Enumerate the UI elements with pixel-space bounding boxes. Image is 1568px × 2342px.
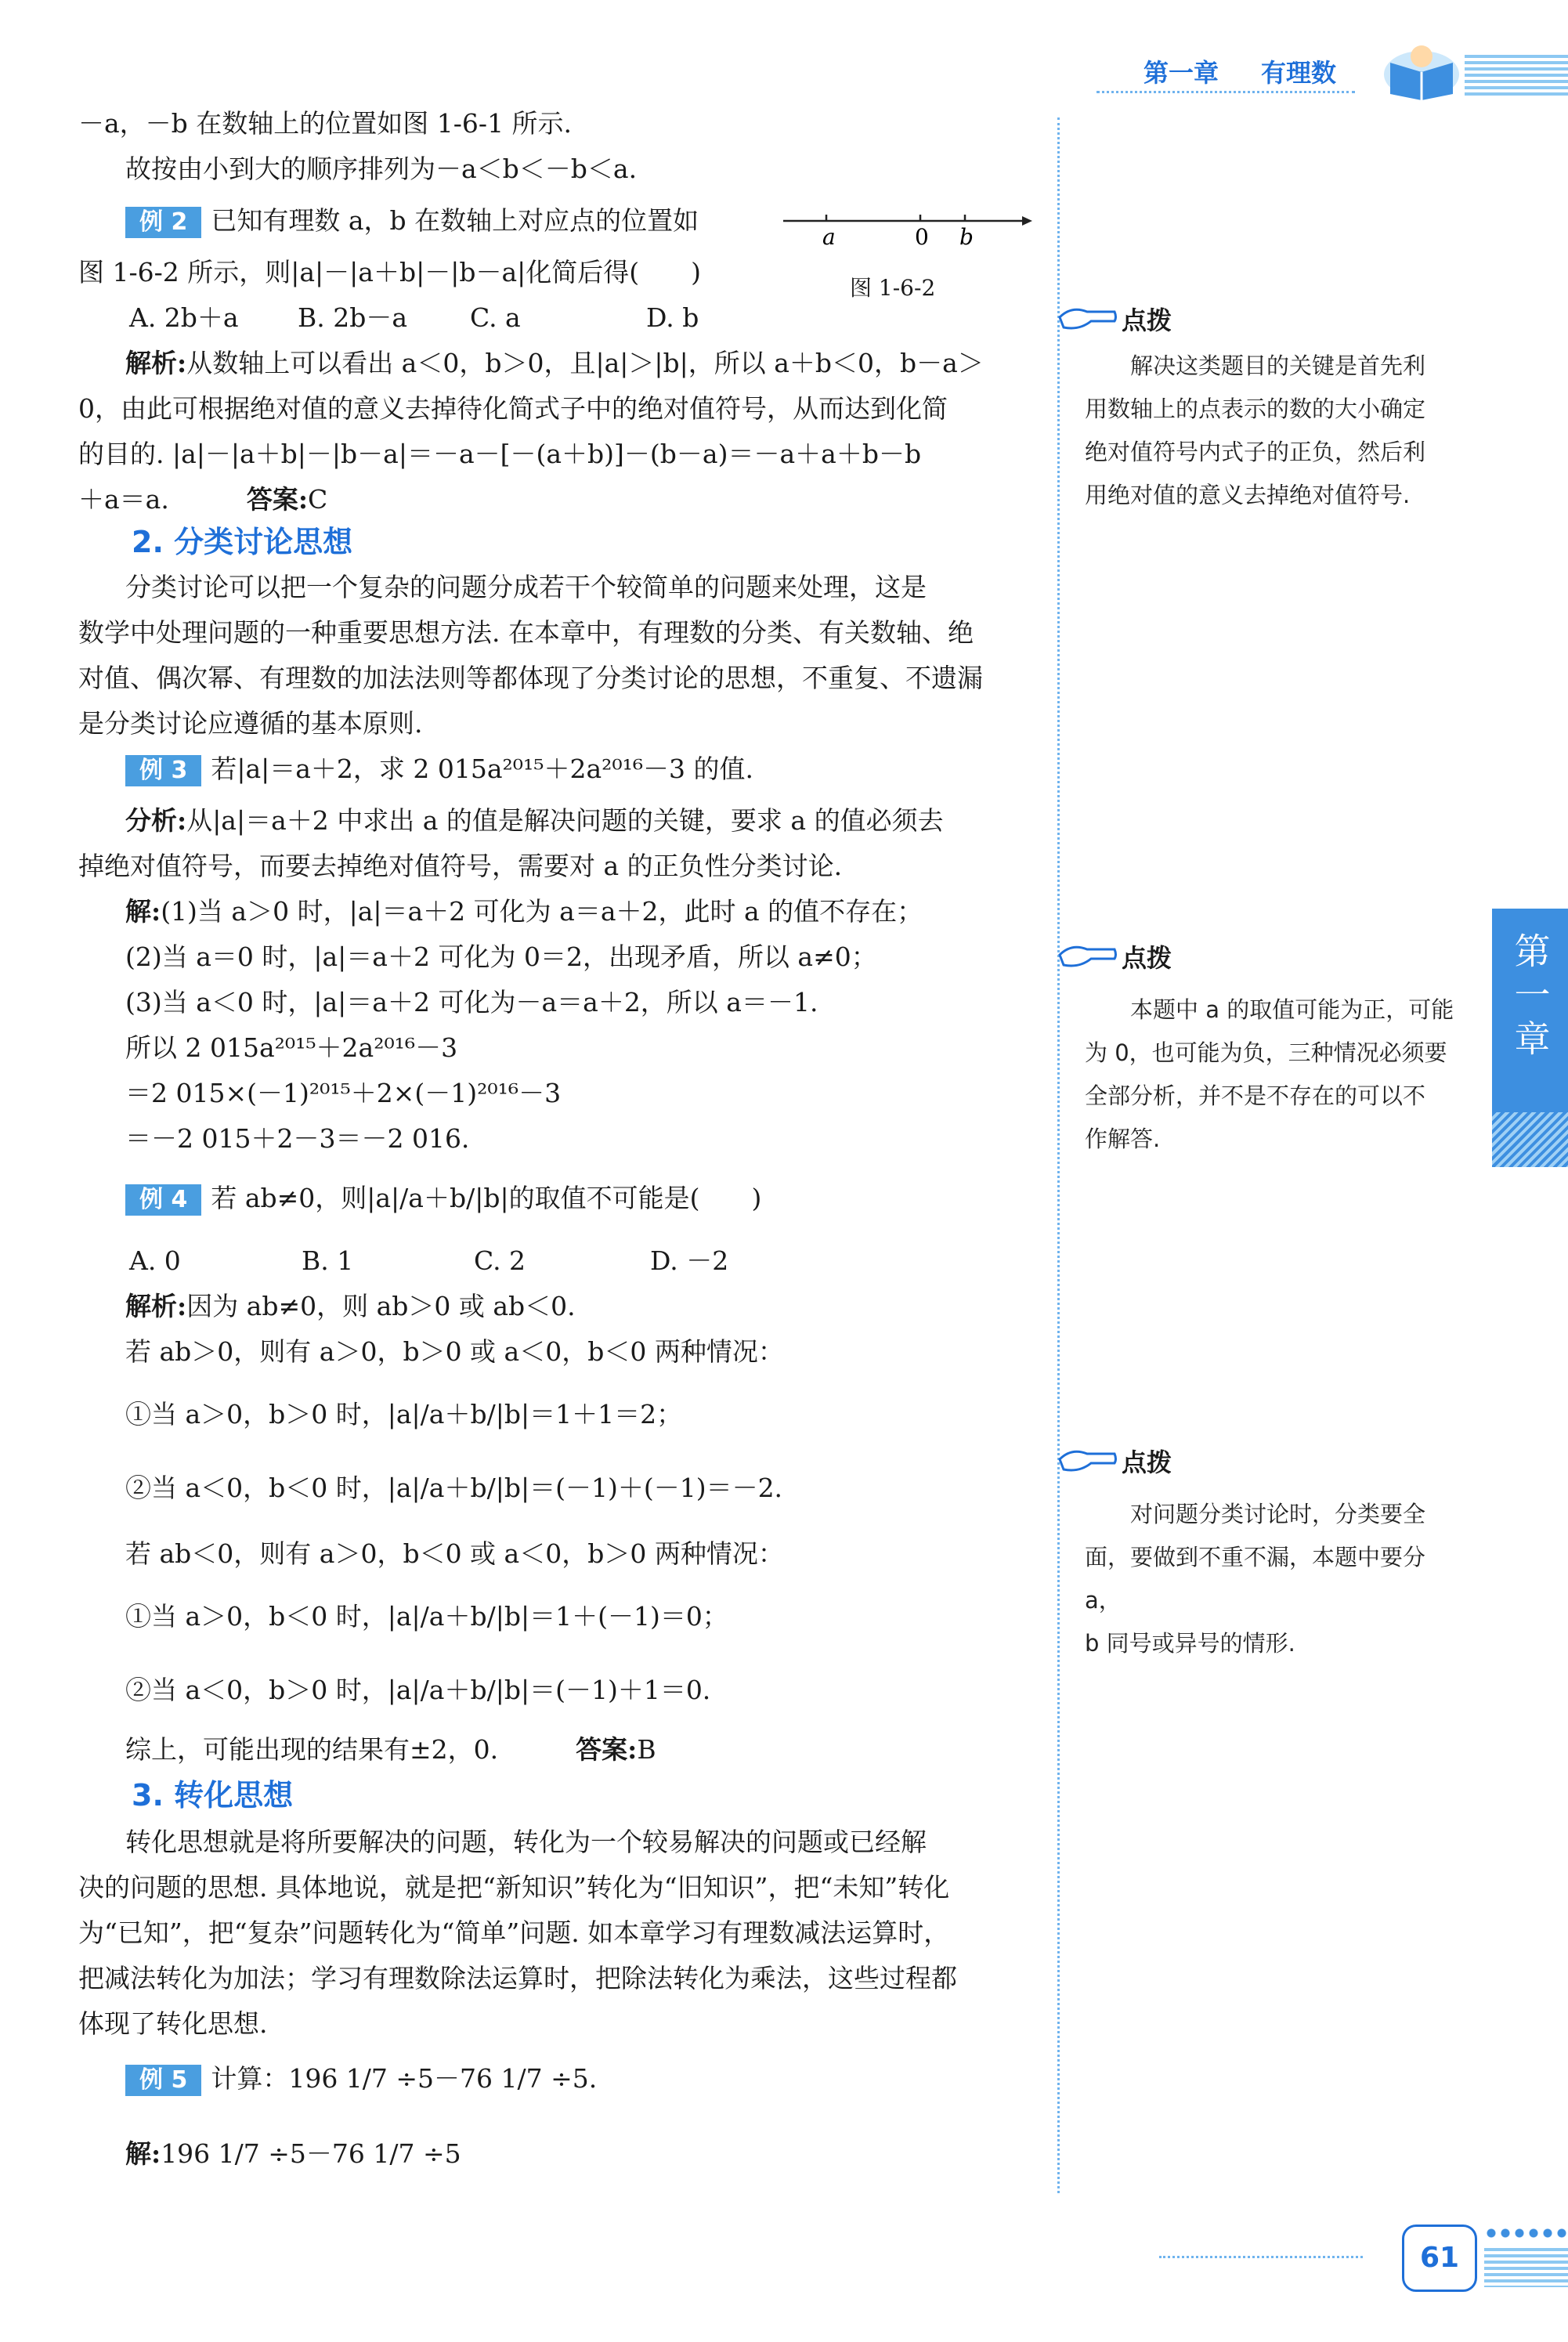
- text-line: ＝2 015×(－1)²⁰¹⁵＋2×(－1)²⁰¹⁶－3: [125, 1078, 562, 1108]
- answer-value: C: [308, 484, 328, 515]
- text-line: (2)当 a＝0 时，|a|＝a＋2 可化为 0＝2，出现矛盾，所以 a≠0；: [125, 941, 877, 972]
- text-line: 把减法转化为加法；学习有理数除法运算时，把除法转化为乘法，这些过程都: [78, 1963, 957, 1993]
- answer-line: [125, 1734, 656, 1766]
- analysis-label: 解析:: [125, 348, 187, 378]
- fig-label-0: 0: [915, 224, 929, 250]
- pointing-hand-icon: [1056, 935, 1118, 974]
- text-line: 转化思想就是将所要解决的问题，转化为一个较易解决的问题或已经解: [125, 1827, 927, 1857]
- text-line: 是分类讨论应遵循的基本原则.: [78, 708, 423, 739]
- text-line: 计算：196 1/7 ÷5－76 1/7 ÷5.: [211, 2063, 598, 2094]
- text-line: 已知有理数 a，b 在数轴上对应点的位置如: [211, 205, 699, 236]
- example-badge: 例 5: [125, 2065, 201, 2096]
- chapter-tab-label: 第一章: [1508, 932, 1552, 1064]
- text-line: 图 1-6-2 所示，则|a|－|a＋b|－|b－a|化简后得( ): [78, 257, 701, 287]
- example-badge: 例 2: [125, 207, 201, 238]
- analysis-line: [125, 1291, 576, 1322]
- example-3-question: [125, 754, 753, 786]
- fig-label-a: a: [822, 224, 836, 250]
- example-badge: 例 4: [125, 1184, 201, 1216]
- text-line: －a，－b 在数轴上的位置如图 1-6-1 所示.: [78, 108, 573, 139]
- hint-3-text: [1085, 1493, 1469, 1665]
- hint-title: 点拨: [1122, 943, 1172, 973]
- text-line: 196 1/7 ÷5－76 1/7 ÷5: [161, 2138, 461, 2169]
- text-line: 因为 ab≠0，则 ab＞0 或 ab＜0.: [186, 1291, 576, 1321]
- hint-line: 对问题分类讨论时，分类要全: [1130, 1501, 1426, 1527]
- text-line: (1)当 a＞0 时，|a|＝a＋2 可化为 a＝a＋2，此时 a 的值不存在；: [161, 896, 923, 927]
- text-line: 故按由小到大的顺序排列为－a＜b＜－b＜a.: [125, 154, 638, 184]
- text-line: 体现了转化思想.: [78, 2008, 268, 2039]
- text-line: ＝－2 015＋2－3＝－2 016.: [125, 1123, 470, 1154]
- hint-line: 绝对值符号内式子的正负，然后利: [1085, 439, 1426, 465]
- answer-label: 答案:: [246, 484, 309, 515]
- hint-line: 面，要做到不重不漏，本题中要分 a，: [1085, 1544, 1426, 1614]
- header-chapter: 第一章: [1143, 58, 1219, 88]
- option-c: C. a: [470, 302, 521, 333]
- figure-caption: 图 1-6-2: [850, 275, 936, 301]
- hint-title: 点拨: [1122, 305, 1172, 335]
- footer-stripes: [1484, 2248, 1568, 2287]
- solution-line: [125, 896, 923, 927]
- text-line: 掉绝对值符号，而要去掉绝对值符号，需要对 a 的正负性分类讨论.: [78, 851, 843, 881]
- hint-line: 全部分析，并不是不存在的可以不: [1085, 1082, 1426, 1109]
- section-2-title: 2. 分类讨论思想: [132, 525, 353, 559]
- hint-line: 作解答.: [1085, 1126, 1161, 1152]
- fig-label-b: b: [959, 224, 974, 250]
- text-line: ①当 a＞0，b＞0 时，|a|/a＋b/|b|＝1＋1＝2；: [125, 1399, 683, 1429]
- analysis-label: 分析:: [125, 805, 187, 836]
- hint-line: b 同号或异号的情形.: [1085, 1630, 1295, 1657]
- number-line-figure: [783, 205, 1034, 252]
- page-number: 61: [1419, 2242, 1460, 2274]
- solution-line: [125, 2138, 461, 2170]
- footer-dotted-line: [1159, 2256, 1363, 2258]
- text-line: 分类讨论可以把一个复杂的问题分成若干个较简单的问题来处理，这是: [125, 572, 927, 602]
- hint-line: 用数轴上的点表示的数的大小确定: [1085, 396, 1426, 422]
- solution-label: 解:: [125, 896, 161, 927]
- hint-line: 解决这类题目的关键是首先利: [1130, 352, 1426, 379]
- text-line: (3)当 a＜0 时，|a|＝a＋2 可化为－a＝a＋2，所以 a＝－1.: [125, 987, 818, 1017]
- option-d: D. －2: [650, 1245, 729, 1276]
- text-line: 从|a|＝a＋2 中求出 a 的值是解决问题的关键，要求 a 的值必须去: [186, 805, 944, 836]
- text-line: 若 ab≠0，则|a|/a＋b/|b|的取值不可能是( ): [211, 1183, 762, 1213]
- option-d: D. b: [646, 302, 699, 333]
- text-line: ②当 a＜0，b＞0 时，|a|/a＋b/|b|＝(－1)＋1＝0.: [125, 1675, 711, 1705]
- option-b: B. 1: [302, 1245, 354, 1276]
- text-line: 所以 2 015a²⁰¹⁵＋2a²⁰¹⁶－3: [125, 1032, 458, 1063]
- example-2-question: [125, 205, 699, 238]
- text-line: ②当 a＜0，b＜0 时，|a|/a＋b/|b|＝(－1)＋(－1)＝－2.: [125, 1473, 783, 1503]
- example-4-question: [125, 1183, 761, 1216]
- pointing-hand-icon: [1056, 1440, 1118, 1479]
- solution-label: 解:: [125, 2138, 161, 2169]
- text-line: 若 ab＜0，则有 a＞0，b＜0 或 a＜0，b＞0 两种情况：: [125, 1538, 784, 1569]
- example-5-question: [125, 2063, 597, 2096]
- text-line: 的目的. |a|－|a＋b|－|b－a|＝－a－[－(a＋b)]－(b－a)＝－a＋a＋b－b: [78, 439, 922, 469]
- option-a: A. 0: [129, 1245, 181, 1276]
- hint-2-text: [1085, 988, 1469, 1161]
- text-line: 若|a|＝a＋2，求 2 015a²⁰¹⁵＋2a²⁰¹⁶－3 的值.: [211, 754, 754, 784]
- header-stripes: [1465, 55, 1568, 98]
- hint-line: 为 0，也可能为负，三种情况必须要: [1085, 1039, 1447, 1066]
- hint-title: 点拨: [1122, 1447, 1172, 1477]
- page-header: [1097, 39, 1568, 102]
- option-b: B. 2b－a: [298, 302, 408, 333]
- answer-line: [78, 484, 327, 515]
- answer-label: 答案:: [576, 1734, 638, 1765]
- analysis-label: 解析:: [125, 1291, 187, 1321]
- analysis-line: [125, 348, 984, 379]
- column-divider: [1057, 117, 1060, 2193]
- book-mascot-icon: [1378, 39, 1465, 102]
- text-line: 综上，可能出现的结果有±2，0.: [125, 1734, 499, 1765]
- section-3-title: 3. 转化思想: [132, 1778, 294, 1813]
- option-c: C. 2: [474, 1245, 526, 1276]
- hint-1-text: [1085, 345, 1469, 517]
- analysis-line: [125, 805, 944, 837]
- text-line: ＋a＝a.: [78, 484, 169, 515]
- text-line: 从数轴上可以看出 a＜0，b＞0，且|a|＞|b|，所以 a＋b＜0，b－a＞: [186, 348, 984, 378]
- option-a: A. 2b＋a: [129, 302, 239, 333]
- text-line: 为“已知”，把“复杂”问题转化为“简单”问题. 如本章学习有理数减法运算时，: [78, 1917, 950, 1948]
- example-badge: 例 3: [125, 755, 201, 786]
- header-dotted-line: [1097, 91, 1355, 93]
- text-line: 决的问题的思想. 具体地说，就是把“新知识”转化为“旧知识”，把“未知”转化: [78, 1872, 950, 1903]
- footer-dots: [1484, 2228, 1568, 2238]
- text-line: 0，由此可根据绝对值的意义去掉待化简式子中的绝对值符号，从而达到化简: [78, 393, 948, 424]
- chapter-tab-stripes: [1492, 1112, 1568, 1167]
- text-line: 若 ab＞0，则有 a＞0，b＞0 或 a＜0，b＜0 两种情况：: [125, 1336, 784, 1367]
- header-title: 有理数: [1261, 58, 1337, 88]
- text-line: 数学中处理问题的一种重要思想方法. 在本章中，有理数的分类、有关数轴、绝: [78, 617, 974, 648]
- page-number-box: [1402, 2225, 1477, 2292]
- answer-value: B: [637, 1734, 656, 1765]
- text-line: ①当 a＞0，b＜0 时，|a|/a＋b/|b|＝1＋(－1)＝0；: [125, 1601, 728, 1632]
- pointing-hand-icon: [1056, 298, 1118, 337]
- hint-line: 本题中 a 的取值可能为正，可能: [1130, 996, 1454, 1023]
- hint-line: 用绝对值的意义去掉绝对值符号.: [1085, 482, 1411, 508]
- text-line: 对值、偶次幂、有理数的加法法则等都体现了分类讨论的思想，不重复、不遗漏: [78, 663, 983, 693]
